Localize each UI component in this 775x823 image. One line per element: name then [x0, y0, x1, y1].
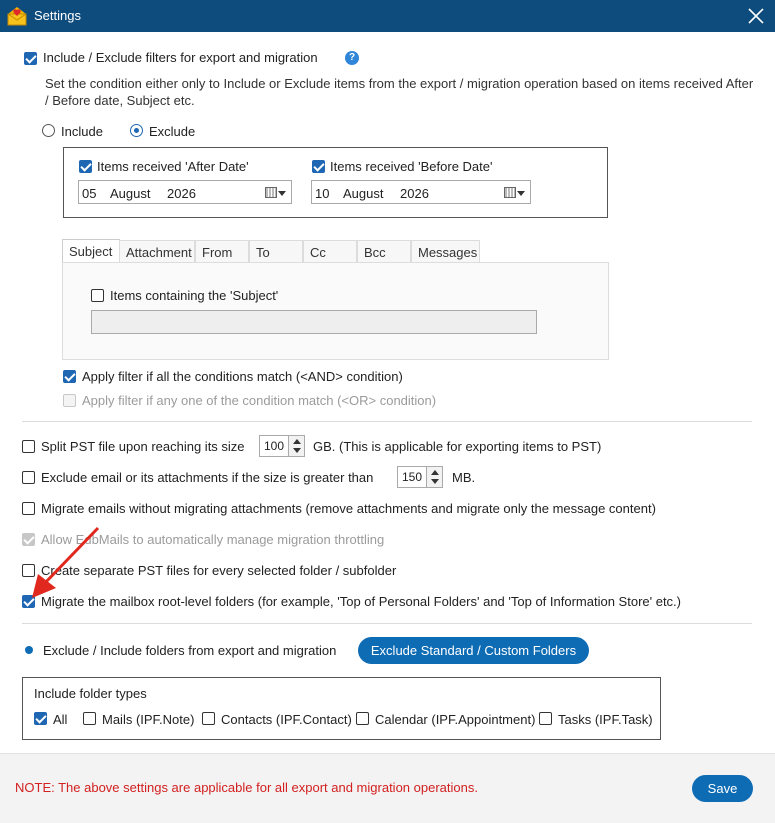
split-pst-checkbox[interactable]	[22, 440, 35, 453]
exclude-size-checkbox[interactable]	[22, 471, 35, 484]
after-date-checkbox[interactable]	[79, 160, 92, 173]
footer	[0, 753, 775, 823]
after-date-year: 2026	[167, 186, 196, 201]
filters-description: Set the condition either only to Include or Exclude items from the export / migration operation based on items received After / Before date, Subject etc.	[45, 76, 754, 108]
subject-checkbox-label: Items containing the 'Subject'	[110, 288, 279, 303]
folder-type-calendar-checkbox[interactable]	[356, 712, 369, 725]
bullet-icon	[25, 646, 33, 654]
include-radio-label: Include	[61, 124, 103, 139]
after-date-label: Items received 'After Date'	[97, 159, 249, 174]
tab-attachment-label: Attachment	[126, 245, 192, 260]
exclude-size-stepper[interactable]	[397, 466, 443, 488]
tab-from-label: From	[202, 245, 233, 260]
chevron-down-icon[interactable]	[431, 479, 439, 484]
tab-messages[interactable]	[411, 240, 480, 262]
before-date-year: 2026	[400, 186, 429, 201]
calendar-icon[interactable]	[265, 187, 277, 198]
before-date-day: 10	[315, 186, 330, 201]
folder-type-calendar-label: Calendar (IPF.Appointment)	[375, 712, 536, 727]
folder-type-contacts-checkbox[interactable]	[202, 712, 215, 725]
tab-attachment[interactable]	[119, 240, 195, 262]
before-date-label: Items received 'Before Date'	[330, 159, 493, 174]
folder-type-all-checkbox[interactable]	[34, 712, 47, 725]
chevron-down-icon[interactable]	[517, 191, 525, 196]
tab-messages-label: Messages	[418, 245, 478, 260]
chevron-up-icon[interactable]	[293, 439, 301, 444]
tab-bcc-label: Bcc	[364, 245, 386, 260]
chevron-up-icon[interactable]	[431, 470, 439, 475]
settings-note: NOTE: The above settings are applicable for all export and migration operations.	[15, 780, 478, 795]
tab-subject[interactable]	[62, 239, 120, 262]
stepper-arrows[interactable]	[288, 436, 304, 456]
or-condition-checkbox[interactable]	[63, 394, 76, 407]
folder-types-group	[22, 677, 661, 740]
tab-cc[interactable]	[303, 240, 357, 262]
split-pst-size-value: 100	[264, 439, 285, 453]
window-title: Settings	[34, 8, 81, 23]
filters-enabled-label: Include / Exclude filters for export and migration	[43, 50, 318, 65]
include-radio[interactable]	[42, 124, 55, 137]
exclude-size-unit-label: MB.	[452, 470, 476, 485]
stepper-arrows[interactable]	[426, 467, 442, 487]
folder-type-tasks-label: Tasks (IPF.Task)	[558, 712, 653, 727]
no-attachments-label: Migrate emails without migrating attachments (remove attachments and migrate only the message content)	[41, 501, 656, 516]
split-pst-label: Split PST file upon reaching its size	[41, 439, 245, 454]
before-date-month: August	[343, 186, 384, 201]
settings-content	[0, 32, 775, 753]
exclude-radio-label: Exclude	[149, 124, 196, 139]
root-folders-label: Migrate the mailbox root-level folders (for example, 'Top of Personal Folders' and 'Top of Information Store' etc.)	[41, 594, 682, 609]
exclude-folders-button[interactable]: Exclude Standard / Custom Folders	[358, 637, 589, 664]
annotation-arrow-icon	[24, 524, 104, 604]
divider	[22, 421, 752, 422]
tab-cc-label: Cc	[310, 245, 326, 260]
folder-type-mails-label: Mails (IPF.Note)	[102, 712, 195, 727]
exclude-size-label: Exclude email or its attachments if the size is greater than	[41, 470, 374, 485]
no-attachments-checkbox[interactable]	[22, 502, 35, 515]
tab-bcc[interactable]	[357, 240, 411, 262]
folder-type-all-label: All	[53, 712, 68, 727]
tab-from[interactable]	[195, 240, 249, 262]
subject-input[interactable]	[91, 310, 537, 334]
folders-label: Exclude / Include folders from export and migration	[43, 643, 337, 658]
subject-checkbox[interactable]	[91, 289, 104, 302]
separate-pst-label: Create separate PST files for every selected folder / subfolder	[41, 563, 397, 578]
divider	[22, 623, 752, 624]
after-date-day: 05	[82, 186, 97, 201]
before-date-picker[interactable]	[311, 180, 531, 204]
tab-to-label: To	[256, 245, 270, 260]
folder-types-title: Include folder types	[34, 686, 147, 701]
exclude-size-value: 150	[402, 470, 423, 484]
save-button[interactable]: Save	[692, 775, 753, 802]
question-icon[interactable]: ?	[345, 51, 359, 65]
folder-type-contacts-label: Contacts (IPF.Contact)	[221, 712, 352, 727]
title-bar	[0, 0, 775, 32]
split-pst-unit-label: GB. (This is applicable for exporting items to PST)	[313, 439, 602, 454]
after-date-picker[interactable]	[78, 180, 292, 204]
and-condition-label: Apply filter if all the conditions match (<AND> condition)	[82, 369, 403, 384]
throttling-label: Allow EdbMails to automatically manage migration throttling	[41, 532, 385, 547]
app-logo-icon	[6, 5, 28, 27]
after-date-month: August	[110, 186, 151, 201]
date-filter-group	[63, 147, 608, 218]
subject-tab-panel	[62, 262, 609, 360]
and-condition-checkbox[interactable]	[63, 370, 76, 383]
chevron-down-icon[interactable]	[278, 191, 286, 196]
folder-type-tasks-checkbox[interactable]	[539, 712, 552, 725]
close-icon[interactable]	[745, 5, 767, 27]
before-date-checkbox[interactable]	[312, 160, 325, 173]
calendar-icon[interactable]	[504, 187, 516, 198]
filters-enabled-checkbox[interactable]	[24, 52, 37, 65]
chevron-down-icon[interactable]	[293, 448, 301, 453]
exclude-radio[interactable]	[130, 124, 143, 137]
tab-to[interactable]	[249, 240, 303, 262]
or-condition-label: Apply filter if any one of the condition match (<OR> condition)	[82, 393, 437, 408]
split-pst-size-stepper[interactable]	[259, 435, 305, 457]
folder-type-mails-checkbox[interactable]	[83, 712, 96, 725]
tab-subject-label: Subject	[69, 244, 113, 259]
